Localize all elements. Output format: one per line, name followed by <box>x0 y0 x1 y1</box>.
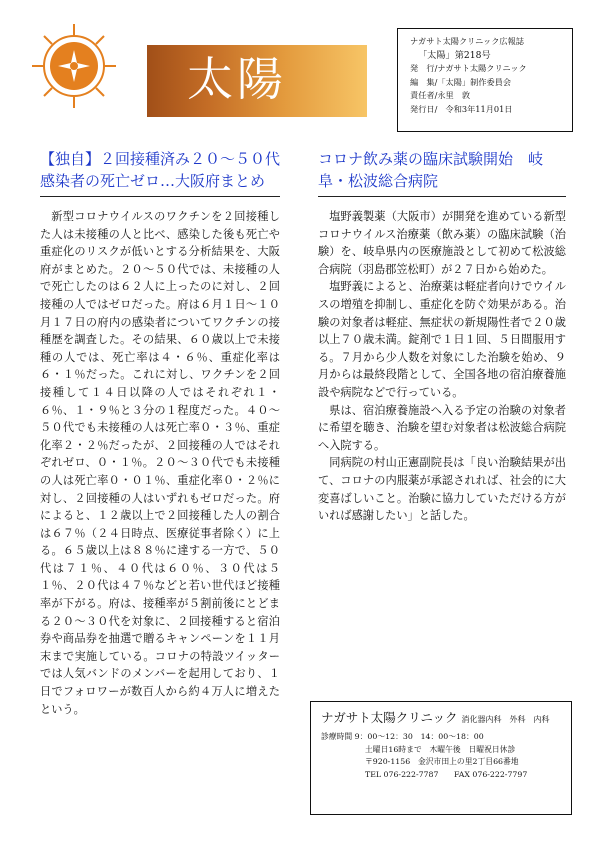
title-banner <box>147 45 367 117</box>
left-article-body <box>40 208 280 718</box>
clinic-departments: 消化器内科 外科 内科 <box>461 715 550 724</box>
right-article-paragraph-3: 県は、宿泊療養施設へ入る予定の治験の対象者に希望を聴き、治験を望む対象者は松波総合病院へ入院する。 <box>318 403 566 452</box>
clinic-name-row <box>321 712 571 726</box>
right-article-paragraph-2: 塩野義によると、治療薬は軽症者向けでウイルスの増殖を抑制し、重症化を防ぐ効果がある。治験の対象者は軽症、無症状の新規陽性者で２０歳以上７０歳未満。錠剤で１日１回、５日間服用する。７月から少人数を対象にした治験を始め、９月からは最終段階として、全国各地の宿泊療養施設や病院などで行っている。 <box>318 280 566 399</box>
issuer-line: ナガサト太陽クリニック広報誌 <box>410 36 524 46</box>
right-article-paragraph-1: 塩野義製薬（大阪市）が開発を進めている新型コロナウイルス治療薬（飲み薬）の臨床試験（治験）を、岐阜県内の医療施設として初めて松波総合病院（羽島郡笠松町）が２７日から始めた。 <box>318 210 566 276</box>
right-article-body <box>318 208 566 525</box>
responsible-line: 責任者/永里 敦 <box>410 90 471 101</box>
sun-logo-icon <box>28 20 120 112</box>
clinic-info-box <box>310 701 572 815</box>
clinic-hours: 9：00～12：30 14：00～18：00 <box>354 732 484 742</box>
newsletter-title: 太陽 <box>187 52 287 106</box>
clinic-hours-row <box>321 731 571 743</box>
left-article-paragraph: 新型コロナウイルスのワクチンを２回接種した人は未接種の人と比べ、感染した後も死亡や重症化のリスクが低いとする分析結果を、大阪府がまとめた。２０～５０代では、未接種の人で死亡したのは６２人に上ったのに対し、２回接種の人ではゼロだった。府は６月１日～１０月１７日の府内の感染者についてワクチンの接種歴を調査した。その結果、６０歳以上で未接種の人では、死亡率は４・６％、重症化率は６・１％だった。これに対し、ワクチンを２回接種して１４日以降の人ではそれぞれ１・６％、１・９％と３分の１程度だった。４０～５０代でも未接種の人は死亡率０・３％、重症化率２・２％だったが、２回接種の人ではそれぞれゼロ、０・１％。２０～３０代でも未接種の人は死亡率０・０１％、重症化率０・２％に対し、２回接種の人はいずれもゼロだった。府によると、１２歳以上で２回接種した人の割合は６７％（２４日時点、医療従事者除く）に上る。６５歳以上は８８％に達する一方で、５０代は７１％、４０代は６０％、３０代は５１％、２０代は４７％などと若い世代ほど接種率が下がる。府は、接種率が５割前後にとどまる２０～３０代を対象に、２回接種すると宿泊券や商品券を抽選で贈るキャンペーンを１１月末まで実施している。コロナの特設ツイッターでは人気バンドのメンバーを起用しており、１日でフォロワーが数百人から約４万人に増えたという。 <box>40 210 280 716</box>
date-line: 発行日/ 令和3年11月01日 <box>410 103 513 114</box>
publication-info-box <box>397 28 573 132</box>
right-article-heading: コロナ飲み薬の臨床試験開始 岐阜・松波総合病院 <box>318 148 566 197</box>
issue-line: 「太陽」第218号 <box>418 49 491 61</box>
clinic-name: ナガサト太陽クリニック <box>321 710 458 725</box>
clinic-closed-days: 土曜日16時まで 木曜午後 日曜祝日休診 <box>365 744 516 754</box>
clinic-address: 〒920-1156 金沢市田上の里2丁目66番地 <box>365 757 519 767</box>
clinic-hours-label: 診療時間 <box>321 732 353 742</box>
right-article-paragraph-4: 同病院の村山正憲副院長は「良い治験結果が出て、コロナの内服薬が承認されれば、社会的に大変喜ばしいこと。治験に協力していただける方がいれば感謝したい」と話した。 <box>318 456 566 523</box>
left-article-heading: 【独自】２回接種済み２０～５０代感染者の死亡ゼロ…大阪府まとめ <box>40 148 280 197</box>
clinic-phone-fax: TEL 076-222-7787 FAX 076-222-7797 <box>365 769 528 779</box>
publisher-line: 発 行/ナガサト太陽クリニック <box>410 63 527 74</box>
editor-line: 編 集/「太陽」制作委員会 <box>410 76 512 87</box>
